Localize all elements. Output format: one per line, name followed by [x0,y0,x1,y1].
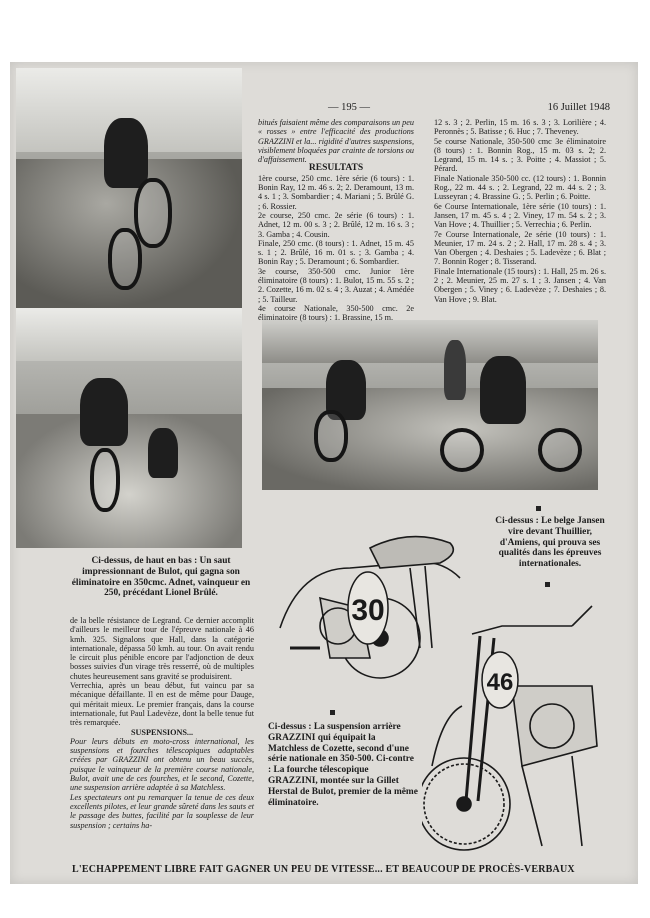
result-line: Finale Nationale 350-500 cc. (12 tours) : 1. Bonnin Rog., 22 m. 44 s. ; 2. Legrand, 22 m. 44 s. 2 ; 3. Lusseyran ; 4. Brassine G. ; 5. Perlin ; 6. Poitte. [434,173,606,202]
photo-jansen-thuillier [262,320,598,490]
result-line: 3e course, 350-500 cmc. Junior 1ère éliminatoire (8 tours) : 1. Bulot, 15 m. 55 s. 2 ; 2. Cozette, 16 m. 02 s. 4 ; 3. Auzat ; 4. Amédée ; 5. Tailleur. [258,266,414,304]
plate-number-46: 46 [486,669,514,696]
result-line: 4e course Nationale, 350-500 cmc. 2e éliminatoire (8 tours) : 1. Brassine, 15 m. [258,303,414,323]
intro-paragraph: bitués faisaient même des comparaisons un peu « rosses » entre l'efficacité des productions GRAZZINI et la... rigidité d'autres suspensions, visiblement bloquées par crainte de torsions ou d'affaissement. [258,118,414,165]
body-paragraph: de la belle résistance de Legrand. Ce dernier accomplit d'ailleurs le meilleur tour de l'épreuve nationale à 46 kmh. 325. Signalons que Hall, dans la catégorie internationale, dépassa 50 kmh. au tour. On avait rendu le circuit plus pénible encore par l'adjonction de deux bosses suivies d'un virage très resserré, où de multiples chutes heureusement sans gravité se produisirent. [70,616,254,681]
footer-slogan: L'ECHAPPEMENT LIBRE FAIT GAGNER UN PEU DE VITESSE... ET BEAUCOUP DE PROCÈS-VERBAUX [72,864,575,875]
result-line: 6e Course Internationale, 1ère série (10 tours) : 1. Jansen, 17 m. 45 s. 4 ; 2. Viney, 17 m. 54 s. 2 ; 3. Van Hove ; 4. Thuillier ; 5. Verrechia ; 6. Perlin. [434,201,606,230]
result-line: Finale Internationale (15 tours) : 1. Hall, 25 m. 26 s. 2 ; 2. Meunier, 25 m. 27 s. 1 ; 3. Jansen ; 4. Van Obergen ; 5. Viney ; 6. Ladevèze ; 7. Deshaies ; 8. Van Hove ; 9. Blat. [434,266,606,304]
page-number: — 195 — [328,102,370,113]
photo-adnet-brule [16,308,242,548]
result-line: 1ère course, 250 cmc. 1ère série (6 tours) : 1. Bonin Ray, 12 m. 46 s. 2; 2. Deramount, 13 m. 4 s. 1 ; 3. Sombardier ; 4. Mariani ; 5. Brûlé G. ; 6. Rossier. [258,173,414,211]
result-line: Finale, 250 cmc. (8 tours) : 1. Adnet, 15 m. 45 s. 1 ; 2. Brûlé, 16 m. 01 s. ; 3. Gamba ; 4. Bonin Ray ; 5. Deramount ; 6. Sombardier. [258,238,414,267]
caption-left-photos: Ci-dessus, de haut en bas : Un saut impressionnant de Bulot, qui gagna son éliminatoire en 350cmc. Adnet, vainqueur en 250, précédant Lionel Brûlé. [71,556,251,599]
body-paragraph: Pour leurs débuts en moto-cross international, les suspensions et fourches télescopiques adaptables créées par GRAZZINI ont obtenu un beau succès, puisque le vainqueur de la première course nationale, Bulot, avait une de ces fourches, et le second, Cozette, une suspension arrière adaptée à sa Matchless. [70,736,254,793]
caption-grazzini-suspension: Ci-dessus : La suspension arrière GRAZZINI qui équipait la Matchless de Cozette, second d'une série nationale en 350-500. Ci-contre : La fourche télescopique GRAZZINI, montée sur la Gillet Herstal de Bulot, premier de la même éliminatoire. [268,722,418,808]
bullet-mark [536,506,541,511]
result-line: 7e Course Internationale, 2e série (10 tours) : 1. Meunier, 17 m. 24 s. 2 ; 2. Hall, 17 m. 28 s. 4 ; 3. Van Obergen ; 4. Deshaies ; 5. Ladevèze ; 6. Blat ; 7. Bonnin Roger ; 8. Tisserand. [434,229,606,267]
subheading-suspensions: SUSPENSIONS... [130,727,194,737]
results-heading: RESULTATS [308,163,364,174]
result-line: 12 s. 3 ; 2. Perlin, 15 m. 16 s. 3 ; 3. Lorilière ; 4. Peronnès ; 5. Batisse ; 6. Huc ; 7. Theveney. [434,118,606,137]
body-paragraph: Verrechia, après un beau début, fut vaincu par sa mécanique défaillante. Il en est de même pour Dauge, qui méritait mieux. Le premier français, dans la course internationale, fut Paul Ladevèze, dont la belle tenue fut très remarquée. [70,681,254,728]
column-right-top [434,118,606,304]
caption-jansen: Ci-dessus : Le belge Jansen vire devant Thuillier, d'Amiens, qui prouva ses qualités dans les épreuves internationales. [495,516,605,570]
drawing-telescopic-fork [422,596,612,866]
body-paragraph: Les spectateurs ont pu remarquer la tenue de ces deux excellents pilotes, et leur grande sûreté dans les sauts et le passage des buttes, facilité par la souplesse de leur suspension ; certains ha- [70,792,254,830]
issue-date: 16 Juillet 1948 [547,102,610,113]
bullet-mark [545,582,550,587]
result-line: 2e course, 250 cmc. 2e série (6 tours) : 1. Adnet, 12 m. 00 s. 3 ; 2. Brûlé, 12 m. 16 s. 3 ; 3. Gamba ; 4. Cousin. [258,210,414,239]
bullet-mark [330,710,335,715]
column-left-bottom [70,616,254,830]
column-middle-top [258,118,414,323]
photo-bulot-jump [16,68,242,308]
magazine-page [10,62,638,884]
result-line: 5e course Nationale, 350-500 cmc 3e éliminatoire (8 tours) : 1. Bonnin Rog., 15 m. 03 s. 2; 2. Legrand, 15 m. 14 s. ; 3. Poitte ; 4. Massiot ; 5. Pérard. [434,136,606,174]
plate-number-30: 30 [351,594,385,627]
